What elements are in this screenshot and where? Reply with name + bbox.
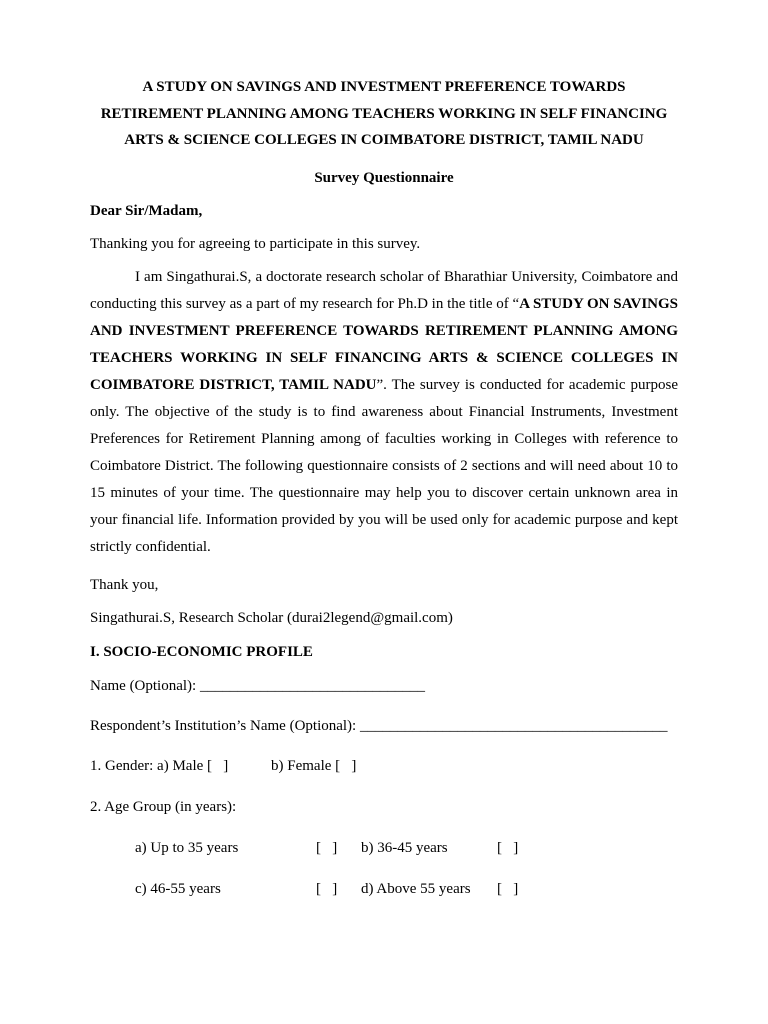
- intro-study-title: A STUDY ON SAVINGS AND INVESTMENT PREFERENCE TOWARDS RETIREMENT PLANNING AMONG TEACHERS WORKING IN SELF FINANCING ARTS & SCIENCE COLLEGES IN COIMBATORE DISTRICT, TAMIL NADU: [90, 296, 679, 393]
- intro-text-before: I am Singathurai.S, a doctorate research scholar of Bharathiar University, Coimbatore and conducting this survey as a part of my research for Ph.D in the title of “: [90, 269, 678, 312]
- survey-subtitle: Survey Questionnaire: [314, 170, 454, 186]
- gender-female-option[interactable]: b) Female [ ]: [271, 758, 357, 774]
- age-option-checkbox[interactable]: [ ]: [497, 840, 519, 856]
- title-line: A STUDY ON SAVINGS AND INVESTMENT PREFERENCE TOWARDS: [142, 79, 626, 95]
- title-line: ARTS & SCIENCE COLLEGES IN COIMBATORE DISTRICT, TAMIL NADU: [124, 132, 644, 148]
- salutation: Dear Sir/Madam,: [90, 203, 203, 219]
- gender-question[interactable]: 1. Gender: a) Male [ ]: [90, 758, 229, 774]
- intro-paragraph: [90, 264, 678, 561]
- age-option-label: d) Above 55 years: [361, 881, 471, 897]
- signature-line: Singathurai.S, Research Scholar (durai2legend@gmail.com): [90, 610, 453, 626]
- age-option-checkbox[interactable]: [ ]: [316, 840, 338, 856]
- age-option-checkbox[interactable]: [ ]: [497, 881, 519, 897]
- age-question: 2. Age Group (in years):: [90, 799, 237, 815]
- thanks-line: Thanking you for agreeing to participate in this survey.: [90, 236, 421, 252]
- age-option-label: b) 36-45 years: [361, 840, 448, 856]
- section-heading: I. SOCIO-ECONOMIC PROFILE: [90, 644, 313, 660]
- document-title: [90, 74, 678, 154]
- title-line: RETIREMENT PLANNING AMONG TEACHERS WORKING IN SELF FINANCING: [100, 105, 668, 122]
- age-option-label: c) 46-55 years: [135, 881, 221, 897]
- closing-line: Thank you,: [90, 577, 159, 593]
- institution-field[interactable]: Respondent’s Institution’s Name (Optional): _________________________________________: [90, 718, 668, 734]
- age-option-label: a) Up to 35 years: [135, 840, 239, 856]
- intro-text-after: ”. The survey is conducted for academic purpose only. The objective of the study is to find awareness about Financial Instruments, Investment Preferences for Retirement Planning among of faculties working in Colleges with reference to Coimbatore District. The following questionnaire consists of 2 sections and will need about 10 to 15 minutes of your time. The questionnaire may help you to discover certain unknown area in your financial life. Information provided by you will be used only for academic purpose and kept strictly confidential.: [90, 377, 678, 555]
- name-field[interactable]: Name (Optional): ______________________________: [90, 678, 425, 694]
- age-option-checkbox[interactable]: [ ]: [316, 881, 338, 897]
